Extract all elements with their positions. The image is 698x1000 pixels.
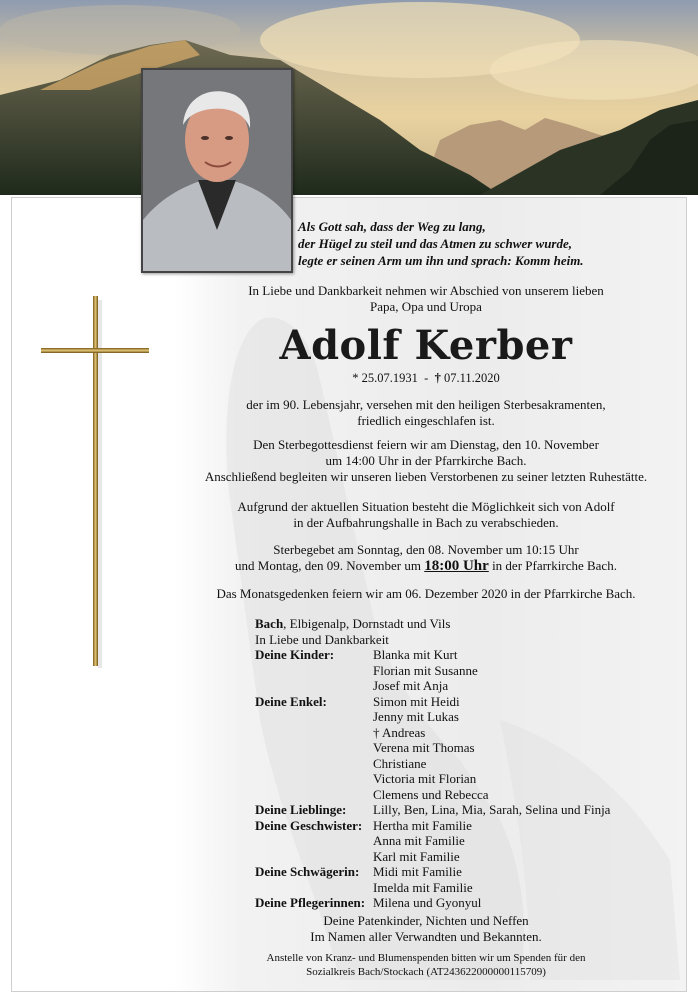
mourner-row	[255, 880, 610, 896]
intro-text: In Liebe und Dankbarkeit nehmen wir Abschied von unserem lieben Papa, Opa und Uropa	[248, 283, 604, 314]
mourner-group-label	[255, 663, 373, 679]
deceased-name: Adolf Kerber	[279, 322, 573, 369]
mourner-name: Florian mit Susanne	[373, 662, 478, 678]
mourner-row	[255, 849, 610, 865]
mourner-row	[255, 647, 610, 663]
mourner-name: Blanka mit Kurt	[373, 647, 458, 662]
mourner-group-label	[255, 880, 373, 896]
passing-text: der im 90. Lebensjahr, versehen mit den heiligen Sterbesakramenten, friedlich eingeschlafen ist.	[246, 397, 606, 428]
mourner-name: Simon mit Heidi	[373, 693, 460, 709]
mourner-groups	[255, 647, 610, 911]
mourner-row	[255, 740, 610, 756]
mourner-name: Josef mit Anja	[373, 678, 449, 693]
mourner-group-label	[255, 849, 373, 865]
mountain-banner-image	[0, 0, 698, 195]
mourner-group-label	[255, 833, 373, 849]
mourner-row	[255, 818, 610, 834]
mourner-group-label: Deine Kinder:	[255, 647, 335, 662]
mourner-row	[255, 833, 610, 849]
mourner-row	[255, 771, 610, 787]
life-dates: * 25.07.1931 - † 07.11.2020	[352, 371, 500, 385]
monthly-memorial: Das Monatsgedenken feiern wir am 06. Dezember 2020 in der Pfarrkirche Bach.	[216, 586, 636, 601]
mourner-name: Verena mit Thomas	[373, 740, 475, 755]
closing-text: Deine Patenkinder, Nichten und Neffen Im Namen aller Verwandten und Bekannten.	[310, 913, 542, 944]
mourner-row	[255, 787, 610, 803]
mourner-group-label: Deine Geschwister:	[255, 817, 363, 833]
mourner-row	[255, 756, 610, 772]
mourners-list: Bach, Elbigenalp, Dornstadt und Vils In Liebe und Dankbarkeit Deine Kinder: Blanka mit Kurt Florian mit Susanne Josef mit Anja Deine Enkel: Simon mit Heidi Jenny mit Lukas † Andreas Verena mit Thomas Christiane Victoria mit Florian Clemens und Rebecca Deine Lieblinge: Lilly, Ben, Lina, Mia, Sarah, Selina und Finja Deine Geschwister: Hertha mit Familie Anna mit Familie Karl mit Familie Deine Schwägerin: Midi mit Familie Imelda mit Familie Deine Pflegerinnen: Milena und Gyonyul	[255, 616, 611, 910]
mourner-row	[255, 802, 610, 818]
mourner-name: Christiane	[373, 755, 427, 771]
mourner-row	[255, 709, 610, 725]
mourner-name: Victoria mit Florian	[373, 771, 477, 786]
mourner-group-label	[255, 787, 373, 803]
mourner-name: † Andreas	[373, 724, 426, 740]
mourner-name: Hertha mit Familie	[373, 817, 472, 833]
mourner-name: Midi mit Familie	[373, 864, 462, 879]
mourner-group-label	[255, 678, 373, 694]
mourner-name: Imelda mit Familie	[373, 879, 473, 895]
viewing-info: Aufgrund der aktuellen Situation besteht die Möglichkeit sich von Adolf in der Aufbahrungshalle in Bach zu verabschieden.	[237, 499, 615, 530]
mourner-group-label	[255, 740, 373, 756]
mourner-group-label	[255, 725, 373, 741]
portrait-photo	[141, 68, 293, 273]
mourner-group-label: Deine Pflegerinnen:	[255, 895, 366, 910]
funeral-info: Den Sterbegottesdienst feiern wir am Dienstag, den 10. November um 14:00 Uhr in der Pfarrkirche Bach. Anschließend begleiten wir unseren lieben Verstorbenen zu seiner letzten Ruhestätte.	[204, 437, 648, 484]
death-cross-icon: †	[434, 371, 441, 385]
cross-icon	[41, 296, 149, 668]
mourner-row	[255, 694, 610, 710]
mourner-row	[255, 895, 610, 911]
mourner-group-label	[255, 771, 373, 787]
mourner-group-label: Deine Schwägerin:	[255, 864, 360, 879]
mourner-name: Jenny mit Lukas	[373, 709, 459, 724]
highlighted-time: 18:00 Uhr	[424, 558, 489, 574]
mourner-group-label	[255, 756, 373, 772]
donation-note: Anstelle von Kranz- und Blumenspenden bitten wir um Spenden für den Sozialkreis Bach/Stockach (AT243622000000115709)	[266, 952, 586, 978]
mourner-name: Milena und Gyonyul	[373, 895, 482, 910]
mourner-row	[255, 864, 610, 880]
mourner-row	[255, 663, 610, 679]
mourner-name: Clemens und Rebecca	[373, 786, 489, 802]
mourner-name: Karl mit Familie	[373, 848, 460, 864]
mourner-group-label: Deine Lieblinge:	[255, 802, 347, 817]
memorial-quote: Als Gott sah, dass der Weg zu lang, der Hügel zu steil und das Atmen zu schwer wurde, legte er seinen Arm um ihn und sprach: Komm heim.	[298, 219, 584, 268]
mourner-row	[255, 725, 610, 741]
mourner-group-label	[255, 709, 373, 725]
mourner-name: Lilly, Ben, Lina, Mia, Sarah, Selina und Finja	[373, 802, 611, 817]
mourner-row	[255, 678, 610, 694]
prayer-info: Sterbegebet am Sonntag, den 08. November um 10:15 Uhr und Montag, den 09. November um 18:00 Uhr in der Pfarrkirche Bach.	[235, 542, 617, 574]
mourner-group-label: Deine Enkel:	[255, 693, 327, 709]
mourner-name: Anna mit Familie	[373, 833, 465, 848]
